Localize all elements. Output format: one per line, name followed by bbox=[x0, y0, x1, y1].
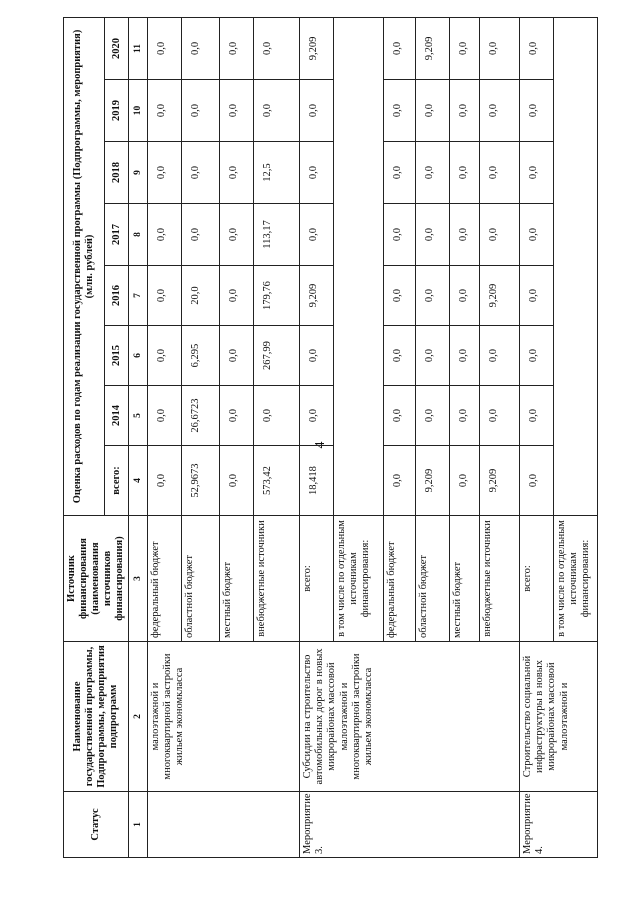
value-cell: 0,0 bbox=[520, 204, 554, 266]
value-cell: 0,0 bbox=[450, 142, 480, 204]
value-cell: 0,0 bbox=[480, 386, 520, 446]
value-cell: 0,0 bbox=[450, 446, 480, 516]
value-cell: 0,0 bbox=[480, 326, 520, 386]
value-cell: 267,99 bbox=[254, 326, 300, 386]
value-cell: 0,0 bbox=[148, 326, 182, 386]
value-cell: 0,0 bbox=[416, 204, 450, 266]
value-cell: 12,5 bbox=[254, 142, 300, 204]
source-cell: внебюджетные источники bbox=[480, 516, 520, 642]
header-total: всего: bbox=[105, 446, 129, 516]
value-cell: 0,0 bbox=[300, 142, 334, 204]
value-cell: 0,0 bbox=[480, 142, 520, 204]
value-cell: 0,0 bbox=[384, 326, 416, 386]
column-number: 10 bbox=[129, 80, 148, 142]
value-cell: 0,0 bbox=[480, 17, 520, 79]
value-cell: 0,0 bbox=[520, 326, 554, 386]
empty-cell bbox=[554, 17, 598, 515]
value-cell: 0,0 bbox=[416, 386, 450, 446]
value-cell: 0,0 bbox=[384, 17, 416, 79]
including-note: в том числе по отдельным источникам финансирования: bbox=[334, 516, 384, 642]
value-cell: 0,0 bbox=[416, 326, 450, 386]
value-cell: 113,17 bbox=[254, 204, 300, 266]
value-cell: 0,0 bbox=[384, 80, 416, 142]
value-cell: 0,0 bbox=[450, 326, 480, 386]
value-cell: 0,0 bbox=[254, 386, 300, 446]
column-number: 4 bbox=[129, 446, 148, 516]
source-cell: областной бюджет bbox=[416, 516, 450, 642]
value-cell: 0,0 bbox=[520, 266, 554, 326]
value-cell: 9,209 bbox=[300, 17, 334, 79]
value-cell: 0,0 bbox=[300, 80, 334, 142]
value-cell: 0,0 bbox=[520, 80, 554, 142]
program-name-cell: Строительство социальной инфраструктуры в новых микрорайонах массовой малоэтажной и bbox=[520, 642, 598, 792]
value-cell: 0,0 bbox=[148, 266, 182, 326]
status-cell: Мероприятие 3. bbox=[300, 792, 520, 858]
value-cell: 0,0 bbox=[254, 17, 300, 79]
value-cell: 0,0 bbox=[254, 80, 300, 142]
value-cell: 0,0 bbox=[148, 204, 182, 266]
header-year: 2015 bbox=[105, 326, 129, 386]
value-cell: 0,0 bbox=[220, 386, 254, 446]
header-name: Наименование государственной программы, Подпрограммы, мероприятия подпрограмм bbox=[64, 642, 129, 792]
value-cell: 0,0 bbox=[220, 142, 254, 204]
column-number: 6 bbox=[129, 326, 148, 386]
value-cell: 0,0 bbox=[384, 204, 416, 266]
empty-cell bbox=[334, 17, 384, 515]
value-cell: 0,0 bbox=[148, 446, 182, 516]
column-number: 8 bbox=[129, 204, 148, 266]
value-cell: 52,9673 bbox=[182, 446, 220, 516]
column-number: 11 bbox=[129, 17, 148, 79]
source-cell: всего: bbox=[520, 516, 554, 642]
header-source: Источник финансирования (наименования источников финансирования) bbox=[64, 516, 129, 642]
value-cell: 0,0 bbox=[182, 17, 220, 79]
header-year: 2016 bbox=[105, 266, 129, 326]
program-name-cell: Субсидии на строительство автомобильных дорог в новых микрорайонах массовой малоэтажной и многоквартирной застройки жильем экономкласса bbox=[300, 642, 520, 792]
value-cell: 18,418 bbox=[300, 446, 334, 516]
header-year: 2017 bbox=[105, 204, 129, 266]
value-cell: 26,6723 bbox=[182, 386, 220, 446]
table-row bbox=[300, 17, 334, 857]
value-cell: 9,209 bbox=[416, 17, 450, 79]
including-note: в том числе по отдельным источникам финансирования: bbox=[554, 516, 598, 642]
value-cell: 0,0 bbox=[148, 386, 182, 446]
value-cell: 0,0 bbox=[450, 266, 480, 326]
value-cell: 0,0 bbox=[520, 446, 554, 516]
value-cell: 20,0 bbox=[182, 266, 220, 326]
value-cell: 0,0 bbox=[384, 266, 416, 326]
header-year: 2019 bbox=[105, 80, 129, 142]
column-number: 9 bbox=[129, 142, 148, 204]
value-cell: 0,0 bbox=[220, 446, 254, 516]
table-row bbox=[148, 17, 182, 857]
header-year: 2014 bbox=[105, 386, 129, 446]
value-cell: 9,209 bbox=[480, 266, 520, 326]
value-cell: 0,0 bbox=[300, 386, 334, 446]
value-cell: 0,0 bbox=[384, 142, 416, 204]
value-cell: 0,0 bbox=[220, 326, 254, 386]
value-cell: 0,0 bbox=[148, 17, 182, 79]
column-number: 7 bbox=[129, 266, 148, 326]
value-cell: 0,0 bbox=[450, 204, 480, 266]
value-cell: 0,0 bbox=[384, 386, 416, 446]
column-number: 3 bbox=[129, 516, 148, 642]
finance-table bbox=[63, 17, 598, 858]
value-cell: 9,209 bbox=[416, 446, 450, 516]
value-cell: 0,0 bbox=[148, 142, 182, 204]
value-cell: 9,209 bbox=[300, 266, 334, 326]
header-status: Статус bbox=[64, 792, 129, 858]
column-number: 1 bbox=[129, 792, 148, 858]
value-cell: 0,0 bbox=[416, 80, 450, 142]
program-name-cell: малоэтажной и многоквартирной застройки жильем экономкласса bbox=[148, 642, 300, 792]
rotated-table-container bbox=[63, 18, 592, 858]
value-cell: 0,0 bbox=[220, 17, 254, 79]
value-cell: 0,0 bbox=[220, 266, 254, 326]
header-estimate: Оценка расходов по годам реализации государственной программы (Подпрограммы, мероприятия) (млн. рублей) bbox=[64, 17, 105, 515]
column-numbers-row bbox=[129, 17, 148, 857]
header-year: 2018 bbox=[105, 142, 129, 204]
column-number: 5 bbox=[129, 386, 148, 446]
value-cell: 0,0 bbox=[450, 17, 480, 79]
source-cell: местный бюджет bbox=[450, 516, 480, 642]
header-row-1 bbox=[64, 17, 105, 857]
value-cell: 0,0 bbox=[416, 142, 450, 204]
value-cell: 0,0 bbox=[220, 80, 254, 142]
value-cell: 0,0 bbox=[480, 80, 520, 142]
value-cell: 0,0 bbox=[300, 326, 334, 386]
value-cell: 0,0 bbox=[450, 386, 480, 446]
status-cell: Мероприятие 4. bbox=[520, 792, 598, 858]
source-cell: областной бюджет bbox=[182, 516, 220, 642]
value-cell: 0,0 bbox=[384, 446, 416, 516]
value-cell: 179,76 bbox=[254, 266, 300, 326]
value-cell: 0,0 bbox=[182, 142, 220, 204]
source-cell: внебюджетные источники bbox=[254, 516, 300, 642]
value-cell: 0,0 bbox=[182, 204, 220, 266]
value-cell: 0,0 bbox=[520, 17, 554, 79]
value-cell: 0,0 bbox=[480, 204, 520, 266]
value-cell: 0,0 bbox=[300, 204, 334, 266]
value-cell: 0,0 bbox=[148, 80, 182, 142]
table-row bbox=[520, 17, 554, 857]
source-cell: всего: bbox=[300, 516, 334, 642]
page-number: 4 bbox=[313, 441, 328, 449]
value-cell: 0,0 bbox=[220, 204, 254, 266]
source-cell: федеральный бюджет bbox=[384, 516, 416, 642]
value-cell: 0,0 bbox=[520, 386, 554, 446]
column-number: 2 bbox=[129, 642, 148, 792]
value-cell: 0,0 bbox=[450, 80, 480, 142]
value-cell: 6,295 bbox=[182, 326, 220, 386]
source-cell: местный бюджет bbox=[220, 516, 254, 642]
value-cell: 0,0 bbox=[416, 266, 450, 326]
value-cell: 0,0 bbox=[182, 80, 220, 142]
value-cell: 0,0 bbox=[520, 142, 554, 204]
status-cell bbox=[148, 792, 300, 858]
source-cell: федеральный бюджет bbox=[148, 516, 182, 642]
value-cell: 573,42 bbox=[254, 446, 300, 516]
header-year: 2020 bbox=[105, 17, 129, 79]
value-cell: 9,209 bbox=[480, 446, 520, 516]
